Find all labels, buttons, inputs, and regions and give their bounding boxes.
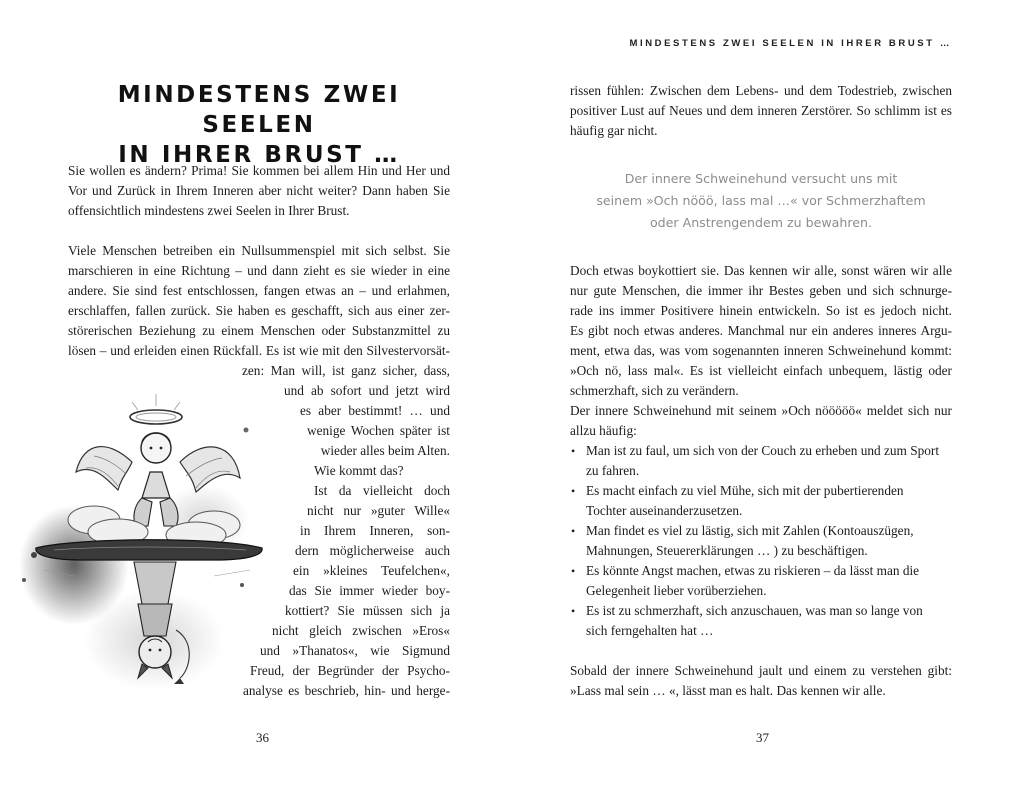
- text-line: Wie kommt das?: [314, 463, 404, 478]
- text-line: Es gibt noch etwas anderes. Manchmal nur ein anderes inneres Argu-: [570, 323, 952, 338]
- text-line: zen: Man will, ist ganz sicher, dass,: [242, 363, 450, 378]
- text-line: • Es könnte Angst machen, etwas zu riskieren – da lässt man die: [586, 563, 920, 578]
- text-line: • Es macht einfach zu viel Mühe, sich mit der pubertierenden: [586, 483, 904, 498]
- angel-devil-illustration: [14, 380, 274, 700]
- text-line: es aber bestimmt! … und: [300, 403, 450, 418]
- pull-quote: [570, 168, 952, 234]
- chapter-title-line-2: IN IHRER BRUST …: [118, 142, 400, 168]
- text-line: wieder alles beim Alten.: [320, 443, 450, 458]
- text-line: marschieren in eine Richtung – und dann zieht es sie wieder in eine: [68, 263, 450, 278]
- text-line: • Man findet es viel zu lästig, sich mit Zahlen (Kontoauszügen,: [586, 523, 914, 538]
- text-line: Tochter auseinanderzusetzen.: [586, 503, 743, 518]
- text-line: analyse es beschrieb, hin- und herge-: [243, 683, 450, 698]
- text-line: Gelegenheit lieber vorüberziehen.: [586, 583, 767, 598]
- running-head: MINDESTENS ZWEI SEELEN IN IHRER BRUST …: [629, 38, 952, 49]
- text-line: sich ferngehalten hat …: [586, 623, 714, 638]
- text-line: positiver Lust auf Neues und dem inneren Zerstörer. So schlimm ist es: [570, 103, 952, 118]
- text-line: in Ihrem Inneren, son-: [300, 523, 450, 538]
- pull-quote-line: oder Anstrengendem zu bewahren.: [649, 215, 873, 230]
- list-item: [570, 601, 952, 641]
- text-line: häufig gar nicht.: [570, 123, 658, 138]
- bullet-list: [570, 441, 952, 641]
- text-line: Doch etwas boykottiert sie. Das kennen wir alle, sonst wären wir alle: [570, 263, 952, 278]
- page-number: 37: [756, 730, 769, 745]
- text-line: störerischen Beziehung zu einem Menschen oder Substanzmittel zu: [68, 323, 450, 338]
- text-line: nicht gleich zwischen »Eros«: [272, 623, 450, 638]
- page-number: 36: [256, 730, 269, 745]
- list-item: [570, 481, 952, 521]
- text-line: schmerzhaft, sich zu verändern.: [570, 383, 739, 398]
- text-line: Vor und Zurück in Ihrem Inneren aber nicht weiter? Dann haben Sie: [68, 183, 450, 198]
- text-line: lösen – und erleiden einen Rückfall. Es ist wie mit den Silvestervorsät-: [68, 343, 450, 358]
- list-item: [570, 521, 952, 561]
- body-paragraph: [68, 241, 450, 361]
- continuation-paragraph: [570, 81, 952, 141]
- pull-quote-line: seinem »Och nööö, lass mal …« vor Schmerzhaftem: [596, 193, 926, 208]
- final-paragraph: [570, 661, 952, 701]
- text-line: andere. Sie sind fest entschlossen, fangen etwas an – und erlahmen,: [68, 283, 450, 298]
- list-item: [570, 561, 952, 601]
- text-line: nur gute Menschen, die immer ihr Bestes geben und sich schnurge-: [570, 283, 952, 298]
- pull-quote-line: Der innere Schweinehund versucht uns mit: [624, 171, 898, 186]
- text-line: erschlaffen, fallen zurück. Sie haben es geschafft, sich aus einer zer-: [68, 303, 450, 318]
- text-line: rissen fühlen: Zwischen dem Lebens- und dem Todestrieb, zwischen: [570, 83, 952, 98]
- text-line: rade ins immer Positivere hinein entwickeln. So ist es jedoch nicht.: [570, 303, 952, 318]
- text-line: • Man ist zu faul, um sich von der Couch zu erheben und zum Sport: [586, 443, 940, 458]
- text-line: Der innere Schweinehund mit seinem »Och nööööö« meldet sich nur: [570, 403, 952, 418]
- text-line: allzu häufig:: [570, 423, 637, 438]
- text-line: Freud, der Begründer der Psycho-: [250, 663, 450, 678]
- text-line: Ist da vielleicht doch: [314, 483, 450, 498]
- body-paragraph: [570, 261, 952, 641]
- text-line: Viele Menschen betreiben ein Nullsummenspiel mit sich selbst. Sie: [68, 243, 450, 258]
- text-line: • Es ist zu schmerzhaft, sich anzuschauen, was man so lange von: [586, 603, 923, 618]
- list-item: [570, 441, 952, 481]
- text-line: zu fahren.: [586, 463, 640, 478]
- text-line: »Lass mal sein … «, lässt man es halt. Das kennen wir alle.: [570, 683, 886, 698]
- intro-paragraph: [68, 161, 450, 221]
- text-line: dern möglicherweise auch: [295, 543, 450, 558]
- text-line: und »Thanatos«, wie Sigmund: [260, 643, 450, 658]
- text-line: offensichtlich mindestens zwei Seelen in Ihrer Brust.: [68, 203, 350, 218]
- chapter-title-line-1: MINDESTENS ZWEI SEELEN: [117, 82, 401, 138]
- text-line: nicht nur »guter Wille«: [307, 503, 450, 518]
- text-line: wenige Wochen später ist: [307, 423, 450, 438]
- text-line: ment, etwa das, was vom sogenannten inneren Schweinehund kommt:: [570, 343, 952, 358]
- text-line: »Och nö, lass mal«. Es ist vielleicht einfach unbequem, lästig oder: [570, 363, 952, 378]
- text-line: und ab sofort und jetzt wird: [284, 383, 450, 398]
- right-page: [510, 0, 1020, 793]
- chapter-title: [68, 80, 450, 170]
- text-line: ein »kleines Teufelchen«,: [293, 563, 450, 578]
- text-line: kottiert? Sie müssen sich ja: [285, 603, 450, 618]
- text-line: Mahnungen, Steuererklärungen … ) zu beschäftigen.: [586, 543, 868, 558]
- text-line: das Sie immer wieder boy-: [289, 583, 450, 598]
- text-line: Sobald der innere Schweinehund jault und einem zu verstehen gibt:: [570, 663, 952, 678]
- text-line: Sie wollen es ändern? Prima! Sie kommen bei allem Hin und Her und: [68, 163, 450, 178]
